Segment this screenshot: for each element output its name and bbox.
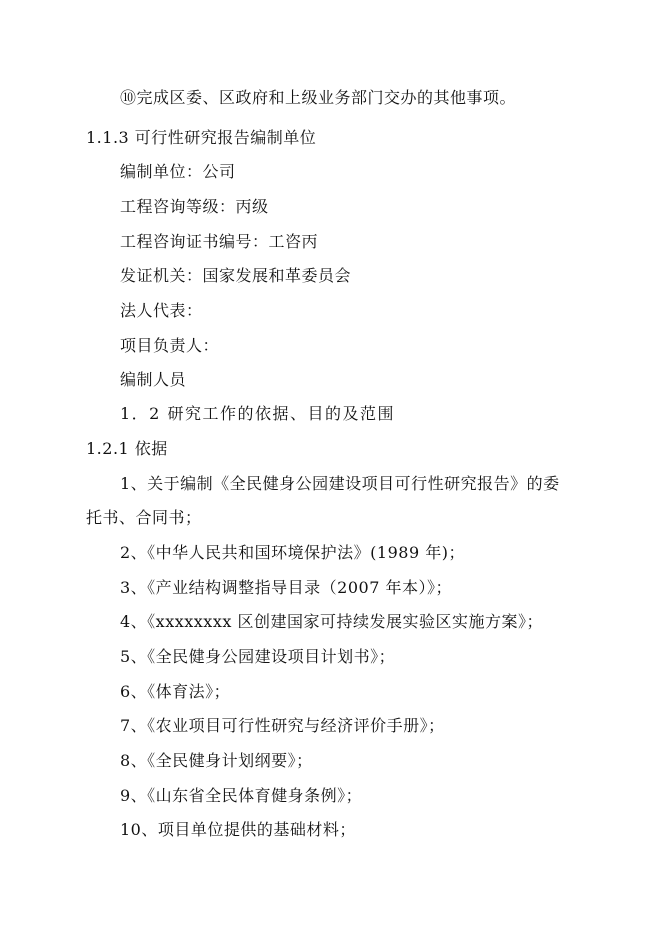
basis-item-8: 8、《全民健身计划纲要》；	[120, 751, 313, 770]
basis-item-3: 3、《产业结构调整指导目录（2007 年本）》；	[120, 578, 452, 597]
basis-item-5: 5、《全民健身公园建设项目计划书》；	[120, 647, 396, 666]
basis-item-6: 6、《体育法》；	[120, 682, 231, 701]
basis-item-1-continued: 托书、合同书；	[86, 508, 202, 527]
project-leader: 项目负责人：	[120, 336, 220, 355]
heading-1-2-1: 1.2.1 依据	[86, 439, 168, 458]
legal-representative: 法人代表：	[120, 301, 203, 320]
basis-item-1: 1、关于编制《全民健身公园建设项目可行性研究报告》的委	[120, 474, 560, 493]
heading-1-2: 1．2 研究工作的依据、目的及范围	[120, 404, 395, 423]
basis-item-7: 7、《农业项目可行性研究与经济评价手册》；	[120, 716, 445, 735]
basis-item-2: 2、《中华人民共和国环境保护法》(1989 年)；	[120, 543, 465, 562]
basis-item-4: 4、《xxxxxxxx 区创建国家可持续发展实验区实施方案》；	[120, 612, 543, 631]
basis-item-9: 9、《山东省全民体育健身条例》；	[120, 786, 363, 805]
basis-item-10: 10、项目单位提供的基础材料；	[120, 820, 356, 839]
issuing-authority: 发证机关：国家发展和革委员会	[120, 266, 352, 285]
consulting-grade: 工程咨询等级：丙级	[120, 197, 269, 216]
certificate-number: 工程咨询证书编号：工咨丙	[120, 232, 319, 251]
heading-1-1-3: 1.1.3 可行性研究报告编制单位	[86, 128, 317, 147]
paragraph-item-10: ⑩完成区委、区政府和上级业务部门交办的其他事项。	[120, 88, 517, 107]
compiling-unit: 编制单位：公司	[120, 162, 236, 181]
compiling-staff: 编制人员	[120, 370, 187, 389]
